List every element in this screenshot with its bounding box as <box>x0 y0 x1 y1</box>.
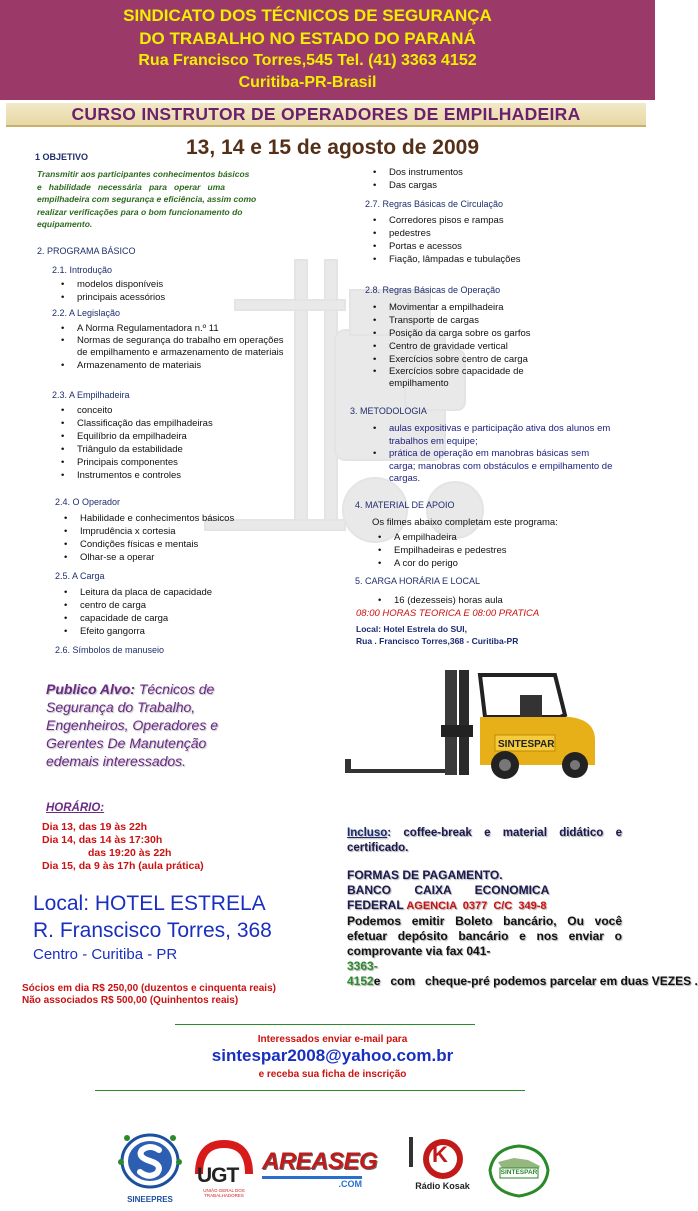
list-item: • conceito <box>55 404 305 417</box>
pagamento-bank1: BANCO CAIXA ECONOMICA <box>347 883 550 897</box>
horario-line: Dia 13, das 19 às 22h <box>42 821 148 833</box>
local-big-line2: R. Franscisco Torres, 368 <box>33 919 272 942</box>
pagamento-fax: 3363-4152 <box>347 959 378 988</box>
carga-list <box>372 594 612 607</box>
metodologia-title: 3. METODOLOGIA <box>350 406 427 416</box>
areaseg-logo <box>262 1148 378 1198</box>
sineepres-emblem-icon <box>115 1132 185 1190</box>
s23-list <box>55 404 305 482</box>
list-item: • Portas e acessos <box>367 240 627 253</box>
list-item: • Classificação das empilhadeiras <box>55 417 305 430</box>
incluso-body: : coffee-break e material didático e certificado. <box>347 827 622 854</box>
list-item: • Movimentar a empilhadeira <box>367 301 567 314</box>
pagamento-text1: Podemos emitir Boleto bancário, Ou você efetuar depósito bancário e nos enviar o comprovante via fax 041- <box>347 914 622 958</box>
objetivo-title: 1 OBJETIVO <box>35 152 89 162</box>
sineepres-text: SINEEPRES <box>127 1195 173 1204</box>
header-line3: Rua Francisco Torres,545 Tel. (41) 3363 4152 <box>138 52 477 69</box>
pagamento-bank2: FEDERAL <box>347 898 404 912</box>
objetivo-line: e habilidade necessária para operar uma <box>37 181 226 192</box>
list-item: • Corredores pisos e rampas <box>367 214 627 227</box>
s22-title: 2.2. A Legislação <box>52 308 121 318</box>
s26-title: 2.6. Símbolos de manuseio <box>55 645 165 655</box>
sineepres-logo <box>115 1132 185 1202</box>
radio-text: Rádio Kosak <box>415 1181 470 1191</box>
list-item: • Normas de segurança do trabalho em operações de empilhamento e armazenamento de materiais <box>55 335 295 359</box>
pagamento-title: FORMAS DE PAGAMENTO. <box>347 868 503 882</box>
header-line1: SINDICATO DOS TÉCNICOS DE SEGURANÇA <box>123 6 492 25</box>
list-item: • Empilhadeiras e pedestres <box>372 544 612 557</box>
list-item: • principais acessórios <box>55 291 305 304</box>
list-item: • Instrumentos e controles <box>55 469 305 482</box>
s27-title: 2.7. Regras Básicas de Circulação <box>365 199 504 209</box>
horario-line: Dia 15, da 9 às 17h (aula prática) <box>42 860 204 872</box>
incluso-label: Incluso <box>347 827 388 839</box>
contato-email[interactable]: sintespar2008@yahoo.com.br <box>211 1046 454 1065</box>
s25-list <box>58 586 308 638</box>
list-item: • Condições físicas e mentais <box>58 538 308 551</box>
list-item: • Dos instrumentos <box>367 166 627 179</box>
list-item: • Transporte de cargas <box>367 314 567 327</box>
list-item: • Olhar-se a operar <box>58 551 308 564</box>
s28-title: 2.8. Regras Básicas de Operação <box>365 285 501 295</box>
metodologia-list <box>367 423 617 486</box>
sintespar-logo <box>484 1140 554 1202</box>
s23-title: 2.3. A Empilhadeira <box>52 390 130 400</box>
list-item: • Equilíbrio da empilhadeira <box>55 430 305 443</box>
list-item: • Triângulo da estabilidade <box>55 443 305 456</box>
objetivo-line: equipamento. <box>37 219 93 229</box>
pagamento-agencia: AGENCIA 0377 C/C 349-8 <box>403 900 547 912</box>
list-item: • capacidade de carga <box>58 612 308 625</box>
material-title: 4. MATERIAL DE APOIO <box>355 500 455 510</box>
s27-list <box>367 214 627 266</box>
list-item: • Exercícios sobre centro de carga <box>367 353 567 366</box>
s22-list <box>55 322 295 372</box>
list-item: • A Norma Regulamentadora n.º 11 <box>55 322 295 335</box>
course-title: CURSO INSTRUTOR DE OPERADORES DE EMPILHADEIRA <box>71 104 581 124</box>
list-item: • pedestres <box>367 227 627 240</box>
list-item: • Imprudência x cortesia <box>58 525 308 538</box>
programa-title: 2. PROGRAMA BÁSICO <box>37 246 136 256</box>
list-item: • Habilidade e conhecimentos básicos <box>58 512 308 525</box>
header-line2: DO TRABALHO NO ESTADO DO PARANÁ <box>139 29 476 48</box>
local-line1: Local: Hotel Estrela do SUl, <box>356 624 467 634</box>
list-item: • aulas expositivas e participação ativa dos alunos em trabalhos em equipe; <box>367 423 617 448</box>
divider-top <box>175 1024 475 1025</box>
objetivo-line: realizar verificações para o bom funcionamento do <box>37 206 243 217</box>
horario-line: Dia 14, das 14 às 17:30h <box>42 834 163 846</box>
divider-bottom <box>95 1090 525 1091</box>
publico-line: Técnicos de <box>134 681 215 697</box>
material-intro: Os filmes abaixo completam este programa: <box>372 517 558 528</box>
list-item: • A empilhadeira <box>372 531 612 544</box>
radio-kosak-logo <box>405 1133 480 1201</box>
carga-horas: 08:00 HORAS TEORICA E 08:00 PRATICA <box>356 608 540 619</box>
list-item: • prática de operação em manobras básicas sem carga; manobras com obstáculos e empilhamento de cargas. <box>367 448 617 486</box>
list-item: • Das cargas <box>367 179 627 192</box>
pagamento-block <box>347 868 698 989</box>
publico-label: Publico Alvo: <box>46 681 135 697</box>
publico-line: edemais interessados. <box>46 753 187 769</box>
horario-line: das 19:20 às 22h <box>88 847 172 859</box>
list-item: • A cor do perigo <box>372 557 612 570</box>
contato-outro: e receba sua ficha de inscrição <box>258 1069 407 1080</box>
course-date: 13, 14 e 15 de agosto de 2009 <box>186 136 479 159</box>
s21-title: 2.1. Introdução <box>52 265 113 275</box>
preco-socios: Sócios em dia R$ 250,00 (duzentos e cinquenta reais) <box>22 983 276 994</box>
list-item: • modelos disponíveis <box>55 278 305 291</box>
radio-k-letter: K <box>432 1142 448 1167</box>
objetivo-line: empilhadeira com segurança e eficiência, assim como <box>37 194 257 204</box>
objetivo-line: Transmitir aos participantes conhecimentos básicos <box>37 169 250 179</box>
material-list <box>372 531 612 570</box>
contato-intro: Interessados enviar e-mail para <box>257 1034 408 1045</box>
list-item: • Efeito gangorra <box>58 625 308 638</box>
s24-list <box>58 512 308 564</box>
header-line4: Curitiba-PR-Brasil <box>238 74 377 91</box>
local-line2: Rua . Francisco Torres,368 - Curitiba-PR <box>356 636 519 646</box>
areaseg-com: .COM <box>338 1179 362 1189</box>
publico-line: Segurança do Trabalho, <box>46 699 196 715</box>
list-item: • Fiação, lâmpadas e tubulações <box>367 253 627 266</box>
publico-alvo <box>46 680 286 770</box>
list-item: • Principais componentes <box>55 456 305 469</box>
list-item: • 16 (dezesseis) horas aula <box>372 594 612 607</box>
forklift-image <box>345 665 615 785</box>
s21-list <box>55 278 305 304</box>
sintespar-text: SINTESPAR <box>500 1169 538 1176</box>
list-item: • Centro de gravidade vertical <box>367 340 567 353</box>
s24-title: 2.4. O Operador <box>55 497 121 507</box>
forklift-badge: SINTESPAR <box>498 739 555 750</box>
local-big-line1: Local: HOTEL ESTRELA <box>33 892 266 915</box>
objetivo-text <box>37 168 312 231</box>
publico-line: Engenheiros, Operadores e <box>46 717 218 733</box>
ugt-logo <box>193 1140 255 1202</box>
list-item: • Leitura da placa de capacidade <box>58 586 308 599</box>
list-item: • centro de carga <box>58 599 308 612</box>
list-item: • Posição da carga sobre os garfos <box>367 327 567 340</box>
list-item: • Armazenamento de materiais <box>55 359 295 372</box>
s25-title: 2.5. A Carga <box>55 571 105 581</box>
horario-title: HORÁRIO: <box>46 802 105 814</box>
pagamento-text2: e com cheque-pré podemos parcelar em duas VEZES . <box>373 974 698 988</box>
s28-list <box>367 301 567 390</box>
local-big-line3: Centro - Curitiba - PR <box>33 946 178 963</box>
areaseg-text: AREASEG <box>262 1148 378 1175</box>
preco-nao-socios: Não associados R$ 500,00 (Quinhentos reais) <box>22 995 239 1006</box>
ugt-subtitle: UNIÃO GERAL DOS TRABALHADORES <box>203 1188 245 1198</box>
incluso-text <box>347 826 622 856</box>
publico-line: Gerentes De Manutenção <box>46 735 207 751</box>
ugt-text: UGT <box>197 1164 239 1187</box>
r-top-list <box>367 166 627 192</box>
carga-title: 5. CARGA HORÁRIA E LOCAL <box>355 576 481 586</box>
list-item: • Exercícios sobre capacidade de empilhamento <box>367 366 567 390</box>
